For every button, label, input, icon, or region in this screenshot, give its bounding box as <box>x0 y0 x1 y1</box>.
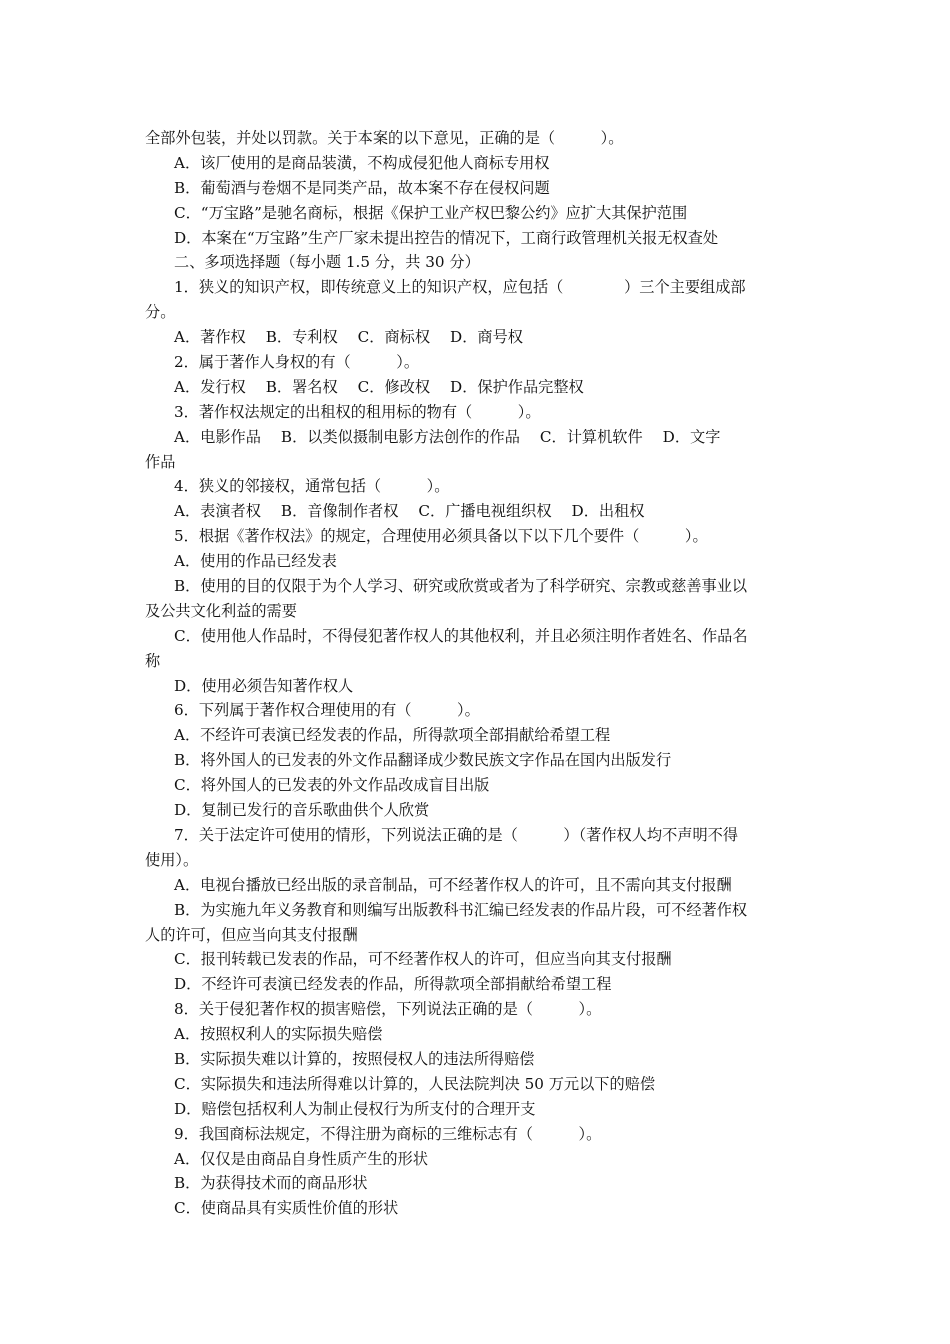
option-line: B．为实施九年义务教育和则编写出版教科书汇编已经发表的作品片段，可不经著作权 <box>174 900 748 919</box>
options-row: A．著作权 B．专利权 C．商标权 D．商号权 <box>174 328 523 347</box>
option-continuation: 称 <box>145 651 161 670</box>
options-continuation: 作品 <box>145 452 176 471</box>
options-row: A．发行权 B．署名权 C．修改权 D．保护作品完整权 <box>174 377 584 396</box>
option-line: B．使用的目的仅限于为个人学习、研究或欣赏或者为了科学研究、宗教或慈善事业以 <box>174 577 748 596</box>
option-line: C．使商品具有实质性价值的形状 <box>174 1199 399 1218</box>
option-line: D．不经许可表演已经发表的作品，所得款项全部捐献给希望工程 <box>174 975 612 994</box>
option-line: B．葡萄酒与卷烟不是同类产品，故本案不存在侵权问题 <box>174 178 550 197</box>
question-line: 9．我国商标法规定，不得注册为商标的三维标志有（ ）。 <box>174 1124 602 1143</box>
paragraph-line: 全部外包装，并处以罚款。关于本案的以下意见，正确的是（ ）。 <box>145 129 624 147</box>
options-row: A．电影作品 B．以类似摄制电影方法创作的作品 C．计算机软件 D．文字 <box>174 427 721 446</box>
question-continuation: 分。 <box>145 303 176 322</box>
section-heading: 二、多项选择题（每小题 1.5 分，共 30 分） <box>174 253 480 272</box>
option-line: D．本案在“万宝路”生产厂家未提出控告的情况下，工商行政管理机关报无权查处 <box>174 228 719 247</box>
option-line: D．赔偿包括权利人为制止侵权行为所支付的合理开支 <box>174 1099 536 1118</box>
option-line: B．实际损失难以计算的，按照侵权人的违法所得赔偿 <box>174 1049 535 1068</box>
question-line: 6．下列属于著作权合理使用的有（ ）。 <box>174 701 480 720</box>
option-line: C．将外国人的已发表的外文作品改成盲目出版 <box>174 776 490 795</box>
option-line: A．不经许可表演已经发表的作品，所得款项全部捐献给希望工程 <box>174 726 611 745</box>
question-line: 1．狭义的知识产权，即传统意义上的知识产权，应包括（ ）三个主要组成部 <box>174 278 746 297</box>
option-line: D．使用必须告知著作权人 <box>174 676 354 695</box>
question-line: 3．著作权法规定的出租权的租用标的物有（ ）。 <box>174 402 541 421</box>
option-line: A．按照权利人的实际损失赔偿 <box>174 1025 383 1044</box>
option-line: B．将外国人的已发表的外文作品翻译成少数民族文字作品在国内出版发行 <box>174 751 672 770</box>
option-line: C．使用他人作品时，不得侵犯著作权人的其他权利，并且必须注明作者姓名、作品名 <box>174 626 748 645</box>
option-continuation: 人的许可，但应当向其支付报酬 <box>145 925 358 944</box>
option-line: A．使用的作品已经发表 <box>174 552 337 571</box>
option-continuation: 及公共文化利益的需要 <box>145 601 297 620</box>
options-row: A．表演者权 B．音像制作者权 C．广播电视组织权 D．出租权 <box>174 502 645 521</box>
question-line: 4．狭义的邻接权，通常包括（ ）。 <box>174 477 450 496</box>
option-line: B．为获得技术而的商品形状 <box>174 1174 368 1193</box>
question-line: 2．属于著作人身权的有（ ）。 <box>174 353 420 372</box>
option-line: A．该厂使用的是商品装潢，不构成侵犯他人商标专用权 <box>174 153 550 172</box>
option-line: D．复制已发行的音乐歌曲供个人欣赏 <box>174 801 430 820</box>
question-line: 8．关于侵犯著作权的损害赔偿，下列说法正确的是（ ）。 <box>174 1000 602 1019</box>
question-continuation: 使用）。 <box>145 850 199 869</box>
question-line: 7．关于法定许可使用的情形，下列说法正确的是（ ）（著作权人均不声明不得 <box>174 825 739 844</box>
option-line: A．电视台播放已经出版的录音制品，可不经著作权人的许可，且不需向其支付报酬 <box>174 875 732 894</box>
document-body <box>145 126 813 1221</box>
option-line: C．实际损失和违法所得难以计算的，人民法院判决 50 万元以下的赔偿 <box>174 1074 656 1093</box>
option-line: A．仅仅是由商品自身性质产生的形状 <box>174 1149 428 1168</box>
question-line: 5．根据《著作权法》的规定，合理使用必须具备以下以下几个要件（ ）。 <box>174 527 708 546</box>
option-line: C．报刊转载已发表的作品，可不经著作权人的许可，但应当向其支付报酬 <box>174 950 672 969</box>
option-line: C．“万宝路”是驰名商标，根据《保护工业产权巴黎公约》应扩大其保护范围 <box>174 203 688 222</box>
